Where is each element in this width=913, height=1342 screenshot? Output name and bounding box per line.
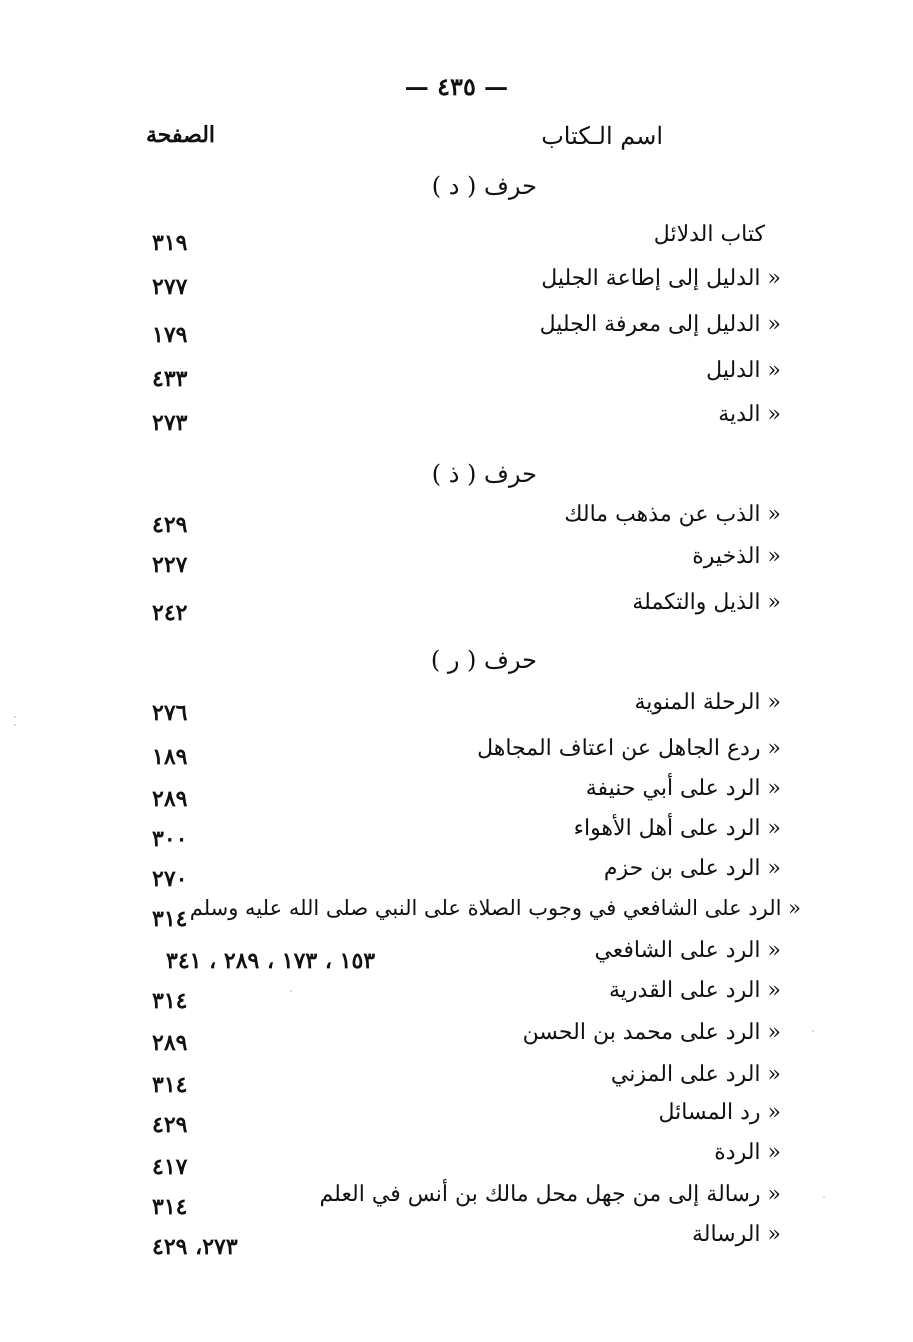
entry-title: « الرد على محمد بن الحسن <box>522 1020 781 1045</box>
title-column-header: اسم الـكتاب <box>541 122 663 150</box>
entry-title: « الدليل إلى إطاعة الجليل <box>541 266 781 291</box>
page-column-header: الصفحة <box>146 122 216 148</box>
entry-page: ٢٤٢ <box>152 600 188 626</box>
entry-title: « الدية <box>718 402 781 427</box>
entry-title: « الرد على أبي حنيفة <box>585 776 781 801</box>
paper-speck <box>14 716 16 718</box>
section-header-ra: حرف ( ر ) <box>430 646 537 674</box>
entry-page: ٢٧٣ <box>152 410 188 436</box>
paper-speck <box>290 990 292 992</box>
paper-speck <box>812 1030 814 1032</box>
entry-page: ٣١٤ <box>152 906 188 932</box>
entry-title: « الدليل <box>706 358 781 383</box>
paper-speck <box>823 1196 825 1198</box>
entry-title: « الذخيرة <box>692 544 781 569</box>
entry-title: « الرد على أهل الأهواء <box>573 816 781 841</box>
entry-title: « الرد على الشافعي في وجوب الصلاة على النبي صلى الله عليه وسلم <box>189 896 801 920</box>
entry-page: ٢٧٠ <box>152 866 188 892</box>
entry-title: « الدليل إلى معرفة الجليل <box>539 312 781 337</box>
entry-title: « رد المسائل <box>658 1100 781 1125</box>
entry-page: ٣١٩ <box>152 230 188 256</box>
entry-title: « رسالة إلى من جهل محل مالك بن أنس في العلم <box>319 1182 781 1207</box>
entry-page: ١٧٩ <box>152 322 188 348</box>
entry-page: ٤٣٣ <box>152 366 188 392</box>
entry-title: « الردة <box>714 1140 781 1165</box>
paper-speck <box>14 724 16 726</box>
entry-page: ٣٠٠ <box>152 826 188 852</box>
entry-page: ٢٨٩ <box>152 786 188 812</box>
entry-page: ٢٧٦ <box>152 700 188 726</box>
entry-page: ٤٢٩ <box>152 1112 188 1138</box>
entry-page: ٢٨٩ <box>152 1030 188 1056</box>
entry-title: « الرد على بن حزم <box>603 856 781 881</box>
section-header-dhal: حرف ( ذ ) <box>431 460 537 488</box>
entry-page: ١٨٩ <box>152 744 188 770</box>
entry-title: كتاب الدلائل <box>653 222 765 247</box>
entry-title: « الرحلة المنوية <box>634 690 781 715</box>
entry-title: « الرد على القدرية <box>609 978 781 1003</box>
entry-title: « الذيل والتكملة <box>632 590 781 615</box>
entry-page: ٢٧٣، ٤٢٩ <box>152 1234 238 1260</box>
entry-page: ١٥٣ ، ١٧٣ ، ٢٨٩ ، ٣٤١ <box>166 948 376 974</box>
entry-title: « الرسالة <box>691 1222 781 1247</box>
page-number: — ٤٣٥ — <box>404 72 509 101</box>
entry-page: ٣١٤ <box>152 1072 188 1098</box>
entry-title: « ردع الجاهل عن اعتاف المجاهل <box>477 736 781 761</box>
entry-page: ٣١٤ <box>152 988 188 1014</box>
entry-page: ٢٧٧ <box>152 274 188 300</box>
entry-page: ٤٢٩ <box>152 512 188 538</box>
entry-title: « الذب عن مذهب مالك <box>564 502 781 527</box>
entry-title: « الرد على المزني <box>610 1062 781 1087</box>
section-header-dal: حرف ( د ) <box>431 172 537 200</box>
entry-page: ٢٢٧ <box>152 552 188 578</box>
entry-page: ٣١٤ <box>152 1194 188 1220</box>
entry-page: ٤١٧ <box>152 1154 188 1180</box>
entry-title: « الرد على الشافعي <box>594 938 781 963</box>
